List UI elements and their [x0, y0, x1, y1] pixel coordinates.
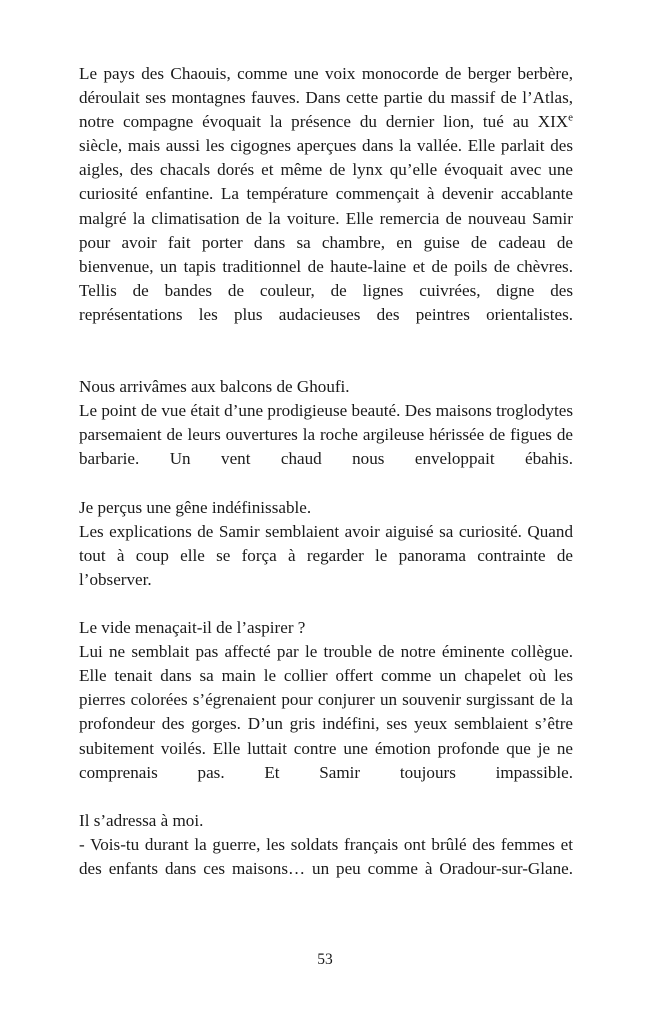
paragraph-6: Le vide menaçait-il de l’aspirer ?	[79, 618, 306, 638]
text-column	[79, 62, 573, 905]
paragraph-block-2	[79, 375, 573, 905]
page-number: 53	[317, 951, 333, 968]
paragraph-block-1	[79, 62, 573, 351]
paragraph-8: Il s’adressa à moi.	[79, 810, 204, 830]
paragraph-1-text-after-superscript: siècle, mais aussi les cigognes aperçues dans la vallée. Elle parlait des aigles, des chacals dorés et même de lynx qu’elle évoquait avec une curiosité enfantine. La température commençait à devenir accablante malgré la climatisation de la voiture. Elle remercia de nouveau Samir pour avoir fait porter dans sa chambre, en guise de cadeau de bienvenue, un tapis traditionnel de haute-laine et de poils de chèvres. Tellis de bandes de couleur, de lignes cuivrées, digne des représentations les plus audacieuses des peintres orientalistes.	[79, 136, 573, 324]
paragraph-3: Le point de vue était d’une prodigieuse beauté. Des maisons troglodytes parsemaient de leurs ouvertures la roche argileuse hérissée de figues de barbarie. Un vent chaud nous enveloppait ébahis.	[79, 401, 573, 469]
paragraph-9-dialogue: - Vois-tu durant la guerre, les soldats français ont brûlé des femmes et des enfants dans ces maisons… un peu comme à Oradour-sur-Glane.	[79, 834, 573, 878]
paragraph-1-text-before-superscript: Le pays des Chaouis, comme une voix monocorde de berger berbère, déroulait ses montagnes fauves. Dans cette partie du massif de l’Atlas, notre compagne évoquait la présence du dernier lion, tué au XIX	[79, 64, 573, 132]
paragraph-7: Lui ne semblait pas affecté par le trouble de notre éminente collègue. Elle tenait dans sa main le collier offert comme un chapelet où les pierres colorées s’égrenaient pour conjurer un souvenir surgissant de la profondeur des gorges. D’un gris indéfini, ses yeux semblaient s’être subitement voilés. Elle luttait contre une émotion profonde que je ne comprenais pas. Et Samir toujours impassible.	[79, 642, 573, 782]
paragraph-5: Les explications de Samir semblaient avoir aiguisé sa curiosité. Quand tout à coup elle se força à regarder le panorama contrainte de l’observer.	[79, 521, 573, 589]
paragraph-1	[79, 62, 573, 351]
paragraph-4: Je perçus une gêne indéfinissable.	[79, 497, 312, 517]
ordinal-superscript-e: e	[568, 111, 573, 124]
block-separator	[79, 351, 573, 375]
paragraph-2: Nous arrivâmes aux balcons de Ghoufi.	[79, 377, 350, 397]
